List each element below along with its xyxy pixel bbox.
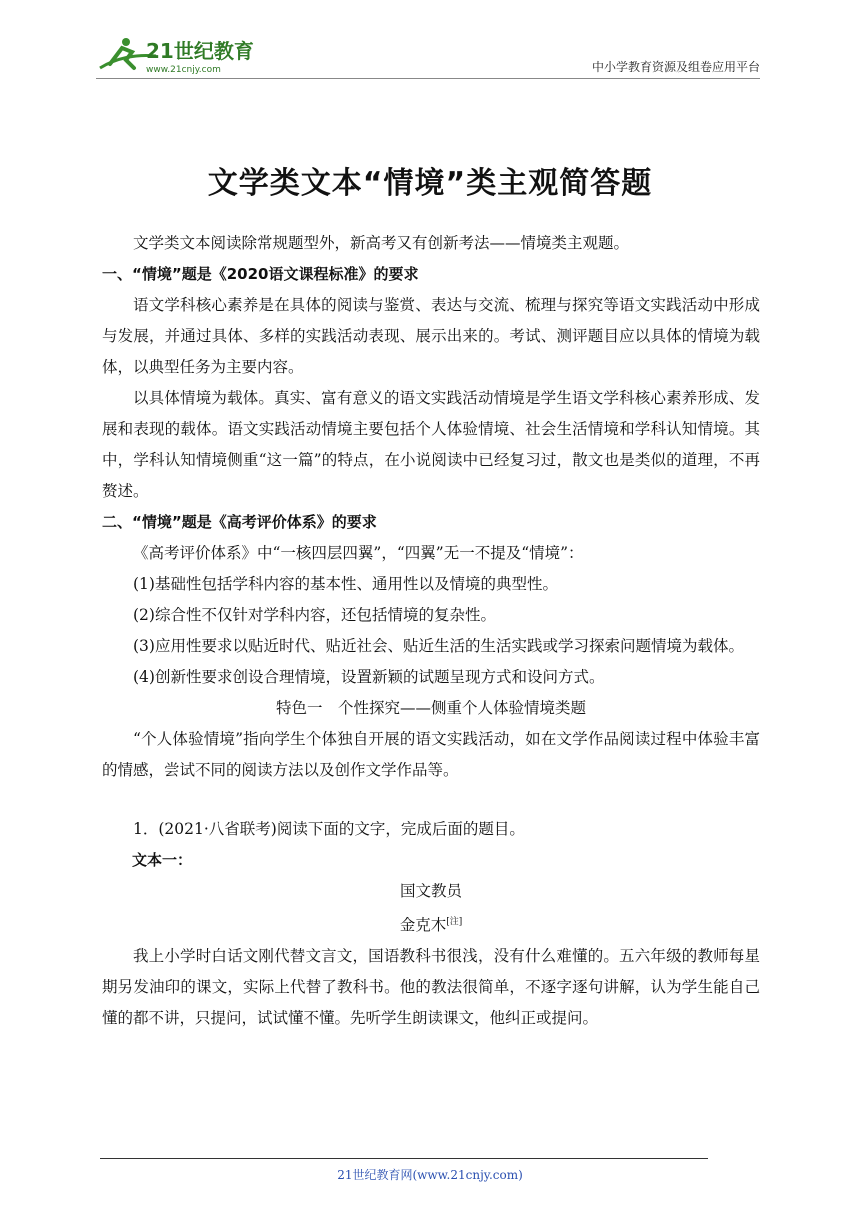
list-item-4: (4)创新性要求创设合理情境，设置新颖的试题呈现方式和设问方式。 [133,668,605,686]
logo-url: www.21cnjy.com [146,65,221,75]
author-name: 金克木 [399,916,447,935]
header-platform-text: 中小学教育资源及组卷应用平台 [591,60,760,74]
text-one-label: 文本一： [132,851,193,869]
question-1: 1．(2021·八省联考)阅读下面的文字，完成后面的题目。 [133,820,525,838]
paragraph-2: 以具体情境为载体。真实、富有意义的语文实践活动情境是学生语文学科核心素养形成、发展和表现的载体。语文实践活动情境主要包括个人体验情境、社会生活情境和学科认知情境。其中，学科认知情境侧重“这一篇”的特点，在小说阅读中已经复习过，散文也是类似的道理，不再赘述。 [102,389,760,500]
paragraph-5: 我上小学时白话文刚代替文言文，国语教科书很浅，没有什么难懂的。五六年级的教师每星期另发油印的课文，实际上代替了教科书。他的教法很简单，不逐字逐句讲解，认为学生能自己懂的都不讲，只提问，试试懂不懂。先听学生朗读课文，他纠正或提问。 [102,947,760,1028]
header-divider [96,78,760,79]
author-note-marker: [注] [446,917,463,927]
document-title: 文学类文本“情境”类主观简答题 [207,166,653,201]
document-body [102,228,760,1034]
intro-paragraph: 文学类文本阅读除常规题型外，新高考又有创新考法——情境类主观题。 [133,234,630,252]
article-title: 国文教员 [399,882,462,900]
list-item-1: (1)基础性包括学科内容的基本性、通用性以及情境的典型性。 [133,575,558,593]
paragraph-1: 语文学科核心素养是在具体的阅读与鉴赏、表达与交流、梳理与探究等语文实践活动中形成与发展，并通过具体、多样的实践活动表现、展示出来的。考试、测评题目应以具体的情境为载体，以典型任务为主要内容。 [102,296,760,376]
footer-text[interactable]: 21世纪教育网(www.21cnjy.com) [337,1168,523,1182]
list-item-2: (2)综合性不仅针对学科内容，还包括情境的复杂性。 [133,606,496,624]
site-logo [96,34,266,76]
footer-divider [100,1158,708,1159]
section-heading-1: 一、“情境”题是《2020语文课程标准》的要求 [102,265,419,283]
logo-text: 21世纪教育 [146,39,254,63]
list-item-3: (3)应用性要求以贴近时代、贴近社会、贴近生活的生活实践或学习探索问题情境为载体。 [133,637,744,655]
section-heading-2: 二、“情境”题是《高考评价体系》的要求 [102,513,377,531]
article-author [102,907,760,941]
feature-heading: 特色一 个性探究——侧重个人体验情境类题 [275,699,586,717]
spacer [102,786,760,814]
paragraph-3: 《高考评价体系》中“一核四层四翼”，“四翼”无一不提及“情境”： [133,544,584,562]
page-header [96,28,760,78]
paragraph-4: “个人体验情境”指向学生个体独自开展的语文实践活动，如在文学作品阅读过程中体验丰富的情感，尝试不同的阅读方法以及创作文学作品等。 [102,730,760,779]
